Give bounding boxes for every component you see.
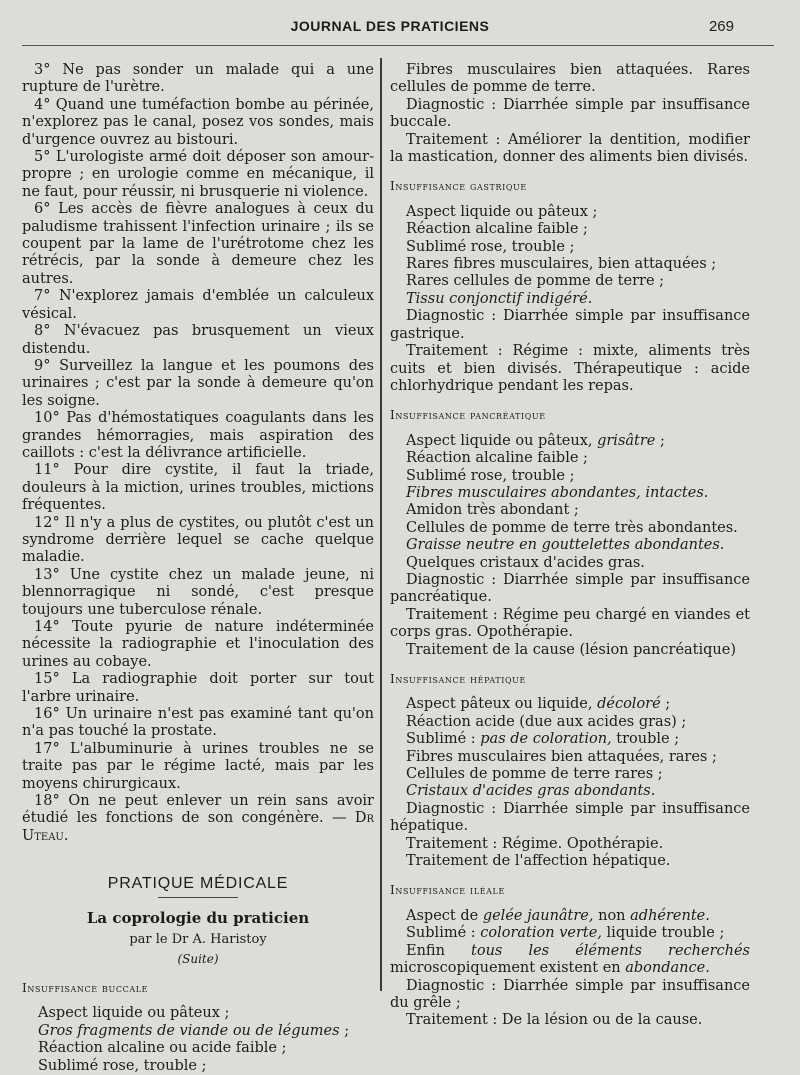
pancreatic-italic-2-line bbox=[390, 537, 750, 554]
gastric-italic-line bbox=[390, 291, 750, 308]
pancreatic-lines-c bbox=[390, 555, 750, 659]
aphorism: 6° Les accès de fièvre analogues à ceux du paludisme trahissent l'infection urinaire ; ils se coupent par la lame de l'urétrotome chez les rétrécis, par la sonde à demeure chez les autres. bbox=[22, 201, 374, 287]
article-author: par le Dr A. Haristoy bbox=[129, 932, 267, 948]
heading-gastric: Insuffisance gastrique bbox=[390, 179, 527, 194]
aphorism: 8° N'évacuez pas brusquement un vieux distendu. bbox=[22, 323, 374, 357]
hepatic-sublime-tail: trouble ; bbox=[611, 731, 680, 748]
text-line: Diagnostic : Diarrhée simple par insuffisance gastrique. bbox=[390, 308, 750, 342]
ileal-aspect bbox=[390, 908, 750, 925]
section-rule bbox=[158, 897, 238, 898]
pancreatic-aspect-text: Aspect liquide ou pâteux, bbox=[406, 432, 598, 449]
pancreatic-aspect-italic: grisâtre bbox=[597, 432, 656, 449]
text-line: Aspect liquide ou pâteux ; bbox=[406, 203, 598, 220]
ileal-aspect-italic: gelée jaunâtre, bbox=[482, 907, 594, 924]
aphorism: 14° Toute pyurie de nature indéterminée nécessite la radiographie et l'inoculation des urines au cobaye. bbox=[22, 619, 374, 670]
section-title: PRATIQUE MÉDICALE bbox=[107, 875, 289, 893]
aphorism: 10° Pas d'hémostatiques coagulants dans les grandes hémorragies, mais aspiration des caillots : c'est la délivrance artificielle. bbox=[22, 410, 374, 461]
buccal-lines-b bbox=[22, 1040, 374, 1075]
aphorism: 4° Quand une tuméfaction bombe au périnée, n'explorez pas le canal, posez vos sondes, mais d'urgence ouvrez au bistouri. bbox=[22, 96, 374, 148]
hepatic-aspect-text: Aspect pâteux ou liquide, bbox=[406, 696, 598, 713]
pancreatic-lines-b bbox=[390, 502, 750, 537]
heading-buccal: Insuffisance buccale bbox=[22, 980, 149, 995]
heading-pancreatic: Insuffisance pancréatique bbox=[390, 408, 546, 423]
pancreatic-italic-1-line bbox=[390, 485, 750, 502]
ileal-sublime bbox=[390, 925, 750, 942]
text-line: Réaction alcaline faible ; bbox=[406, 221, 588, 238]
ileal-aspect-mid: non bbox=[593, 907, 631, 924]
aphorism: 3° Ne pas sonder un malade qui a une rupture de l'urètre. bbox=[22, 62, 374, 96]
ileal-enfin bbox=[390, 943, 750, 978]
aphorism: 5° L'urologiste armé doit déposer son amour-propre ; en urologie comme en mécanique, il ne faut, pour réussir, ni brusquerie ni violence. bbox=[22, 149, 374, 200]
text-line: Fibres musculaires bien attaquées. Rares cellules de pomme de terre. bbox=[390, 62, 750, 96]
hepatic-reaction: Réaction acide (due aux acides gras) ; bbox=[406, 713, 687, 730]
buccal-italic-line bbox=[22, 1023, 374, 1040]
aphorism: 17° L'albuminurie à urines troubles ne se traite pas par le régime lacté, mais par les moyens chirurgicaux. bbox=[22, 740, 374, 792]
hepatic-aspect-italic: décoloré bbox=[597, 696, 661, 713]
ileal-aspect-italic-2: adhérente. bbox=[630, 907, 710, 924]
text-line: Réaction alcaline ou acide faible ; bbox=[38, 1040, 287, 1057]
signature: Dr Uteau. bbox=[22, 810, 374, 844]
article-title: La coprologie du praticien bbox=[86, 908, 310, 927]
pancreatic-aspect bbox=[390, 433, 750, 450]
text-line: Aspect liquide ou pâteux ; bbox=[38, 1005, 230, 1022]
aphorism: 11° Pour dire cystite, il faut la triade, douleurs à la miction, urines troubles, mictions fréquentes. bbox=[22, 462, 374, 514]
text-line: Cellules de pomme de terre très abondantes. bbox=[406, 519, 738, 536]
pancreatic-aspect-tail: ; bbox=[655, 432, 665, 449]
column-divider bbox=[380, 58, 382, 991]
ileal-sublime-tail: liquide trouble ; bbox=[601, 925, 725, 942]
text-line: Traitement : Régime peu chargé en viandes et corps gras. Opothérapie. bbox=[390, 606, 750, 641]
heading-ileal: Insuffisance iléale bbox=[390, 883, 505, 898]
text-line: Diagnostic : Diarrhée simple par insuffisance du grêle ; bbox=[390, 977, 750, 1011]
aphorism: 15° La radiographie doit porter sur tout l'arbre urinaire. bbox=[22, 671, 374, 705]
gastric-italic: Tissu conjonctif indigéré. bbox=[406, 290, 593, 307]
text-line: Diagnostic : Diarrhée simple par insuffisance hépatique. bbox=[390, 800, 750, 835]
ileal-sublime-text: Sublimé : bbox=[406, 925, 481, 942]
aphorism-last bbox=[22, 793, 374, 845]
buccal-italic: Gros fragments de viande ou de légumes bbox=[38, 1022, 340, 1039]
text-line: Diagnostic : Diarrhée simple par insuffisance buccale. bbox=[390, 96, 750, 131]
ileal-enfin-text: Enfin bbox=[406, 942, 472, 959]
article-suite: (Suite) bbox=[177, 951, 219, 966]
text-line: Traitement : Améliorer la dentition, modifier la mastication, donner des aliments bien divisés. bbox=[390, 131, 750, 166]
gastric-diagnosis bbox=[390, 308, 750, 395]
aphorism: 7° N'explorez jamais d'emblée un calculeux vésical. bbox=[22, 288, 374, 322]
hepatic-aspect bbox=[390, 696, 750, 713]
text-line: Traitement : Régime : mixte, aliments très cuits et bien divisés. Thérapeutique : acide chlorhydrique pendant les repas. bbox=[390, 343, 750, 394]
hepatic-lines-a bbox=[390, 749, 750, 784]
text-line: Réaction alcaline faible ; bbox=[406, 450, 588, 467]
buccal-continued bbox=[390, 62, 750, 166]
text-line: Quelques cristaux d'acides gras. bbox=[406, 554, 645, 571]
text-line: Sublimé rose, trouble ; bbox=[38, 1057, 207, 1074]
aphorism: 9° Surveillez la langue et les poumons des urinaires ; c'est par la sonde à demeure qu'on les soigne. bbox=[22, 357, 374, 409]
ileal-enfin-mid: microscopiquement existent en bbox=[390, 960, 626, 977]
hepatic-italic: Cristaux d'acides gras abondants. bbox=[406, 783, 656, 800]
buccal-italic-tail: ; bbox=[339, 1022, 350, 1039]
ileal-enfin-italic-2: abondance. bbox=[625, 960, 710, 977]
text-line: Rares cellules de pomme de terre ; bbox=[406, 273, 665, 290]
pancreatic-lines-a bbox=[390, 450, 750, 485]
aphorism: 13° Une cystite chez un malade jeune, ni blennorragique ni sondé, c'est presque toujours une tuberculose rénale. bbox=[22, 566, 374, 618]
text-line: Diagnostic : Diarrhée simple par insuffisance pancréatique. bbox=[390, 571, 750, 606]
pancreatic-italic-1: Fibres musculaires abondantes, intactes. bbox=[406, 484, 709, 501]
hepatic-italic-line bbox=[390, 783, 750, 800]
text-line: Rares fibres musculaires, bien attaquées ; bbox=[406, 256, 717, 273]
ileal-lines bbox=[390, 978, 750, 1030]
ileal-enfin-italic: tous les éléments recherchés bbox=[471, 942, 750, 959]
hepatic-sublime-italic: pas de coloration, bbox=[480, 731, 612, 748]
page-header bbox=[0, 18, 800, 42]
text-line: Amidon très abondant ; bbox=[406, 502, 579, 519]
hepatic-lines-b bbox=[390, 801, 750, 871]
buccal-lines bbox=[22, 1005, 374, 1022]
text-line: Traitement de la cause (lésion pancréatique) bbox=[406, 641, 736, 658]
page-number: 269 bbox=[708, 18, 734, 35]
text-line: Sublimé rose, trouble ; bbox=[406, 238, 575, 255]
left-column bbox=[22, 62, 374, 1075]
text-line: Sublimé rose, trouble ; bbox=[406, 467, 575, 484]
hepatic-sublime-text: Sublimé : bbox=[406, 731, 481, 748]
gastric-lines bbox=[390, 204, 750, 291]
ileal-aspect-text: Aspect de bbox=[406, 907, 483, 924]
text-line: Traitement de l'affection hépatique. bbox=[406, 853, 671, 870]
hepatic-sublime bbox=[390, 731, 750, 748]
aphorism: 12° Il n'y a plus de cystites, ou plutôt c'est un syndrome derrière lequel se cache quelque maladie. bbox=[22, 514, 374, 566]
right-column bbox=[390, 62, 750, 1030]
text-line: Fibres musculaires bien attaquées, rares ; bbox=[406, 748, 717, 765]
text-line: Traitement : Régime. Opothérapie. bbox=[406, 835, 664, 852]
hepatic-aspect-tail: ; bbox=[660, 696, 671, 713]
header-rule bbox=[22, 45, 774, 46]
text-line: Cellules de pomme de terre rares ; bbox=[406, 766, 663, 783]
journal-title: JOURNAL DES PRATICIENS bbox=[290, 18, 490, 34]
aphorism: 16° Un urinaire n'est pas examiné tant qu'on n'a pas touché la prostate. bbox=[22, 706, 374, 740]
heading-hepatic: Insuffisance hépatique bbox=[390, 672, 526, 686]
ileal-sublime-italic: coloration verte, bbox=[480, 925, 602, 942]
pancreatic-italic-2: Graisse neutre en gouttelettes abondantes. bbox=[406, 537, 725, 554]
aphorism-text: 18° On ne peut enlever un rein sans avoir étudié les fonctions de son congénère. — bbox=[22, 793, 374, 827]
text-line: Traitement : De la lésion ou de la cause. bbox=[406, 1012, 703, 1029]
aphorism-list bbox=[22, 62, 374, 793]
